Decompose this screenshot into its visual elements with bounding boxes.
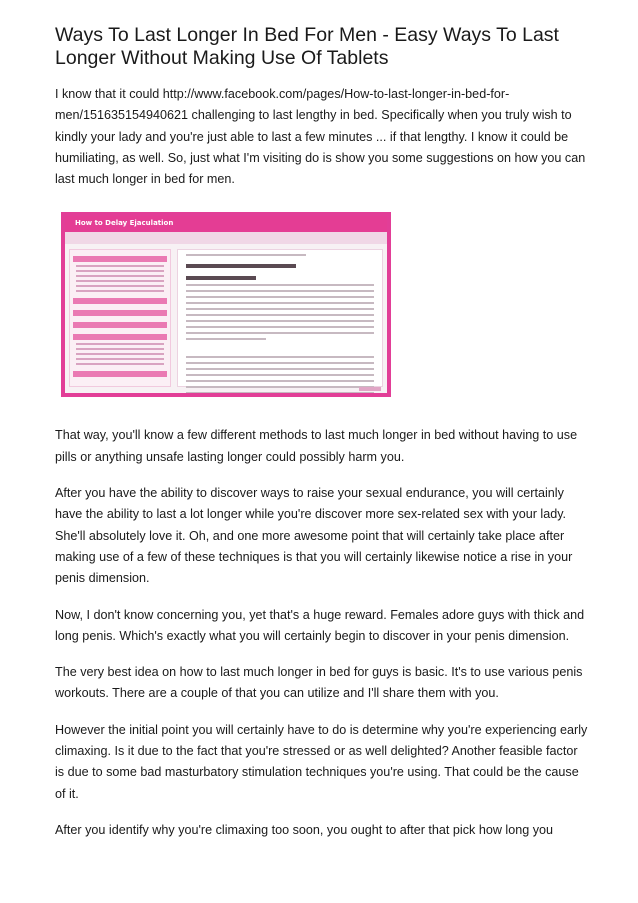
screenshot-header-text: How to Delay Ejaculation <box>75 219 174 228</box>
paragraph-6: However the initial point you will certainly have to do is determine why you're experiencing early climaxing. Is it due to the fact that you're stressed or as well delighted? Another feasible factor is due to some bad masturbatory stimulation techniques you're using. That could be the cause of it. <box>55 722 588 801</box>
screenshot-sidebar <box>69 249 171 387</box>
paragraph-2: That way, you'll know a few different methods to last much longer in bed without having to use pills or anything unsafe lasting longer could possibly harm you. <box>55 428 578 464</box>
document-page <box>55 24 590 856</box>
document-title: Ways To Last Longer In Bed For Men - Easy Ways To Last Longer Without Making Use Of Tablets <box>55 24 559 69</box>
screenshot-header-bar <box>65 216 387 232</box>
screenshot-main-column <box>177 249 383 387</box>
paragraph-4: Now, I don't know concerning you, yet that's a huge reward. Females adore guys with thick and long penis. Which's exactly what you will certainly begin to discover in your penis dimension. <box>55 607 585 643</box>
paragraph-3: After you have the ability to discover ways to raise your sexual endurance, you will certainly have the ability to last a lot longer while you're discover more sex-related sex with your lady. She'll absolutely love it. Oh, and one more awesome point that will certainly take place after making use of a few of these techniques is that you will certainly likewise notice a rise in your penis dimension. <box>55 486 573 586</box>
paragraph-5: The very best idea on how to last much longer in bed for guys is basic. It's to use various penis workouts. There are a couple of that you can utilize and I'll share them with you. <box>55 665 583 701</box>
screenshot-footer-badge <box>359 387 381 391</box>
paragraph-1: I know that it could http://www.facebook.com/pages/How-to-last-longer-in-bed-for-men/151635154940621 challenging to last lengthy in bed. Specifically when you truly wish to kindly your lady and you're just able to last a few minutes ... if that lengthy. I know it could be humiliating, as well. So, just what I'm visiting do is show you some suggestions on how you can last much longer in bed for men. <box>55 87 586 187</box>
screenshot-content <box>65 216 387 393</box>
paragraph-7: After you identify why you're climaxing too soon, you ought to after that pick how long you <box>55 822 554 837</box>
screenshot-nav-bar <box>65 232 387 244</box>
embedded-website-screenshot <box>61 212 391 397</box>
